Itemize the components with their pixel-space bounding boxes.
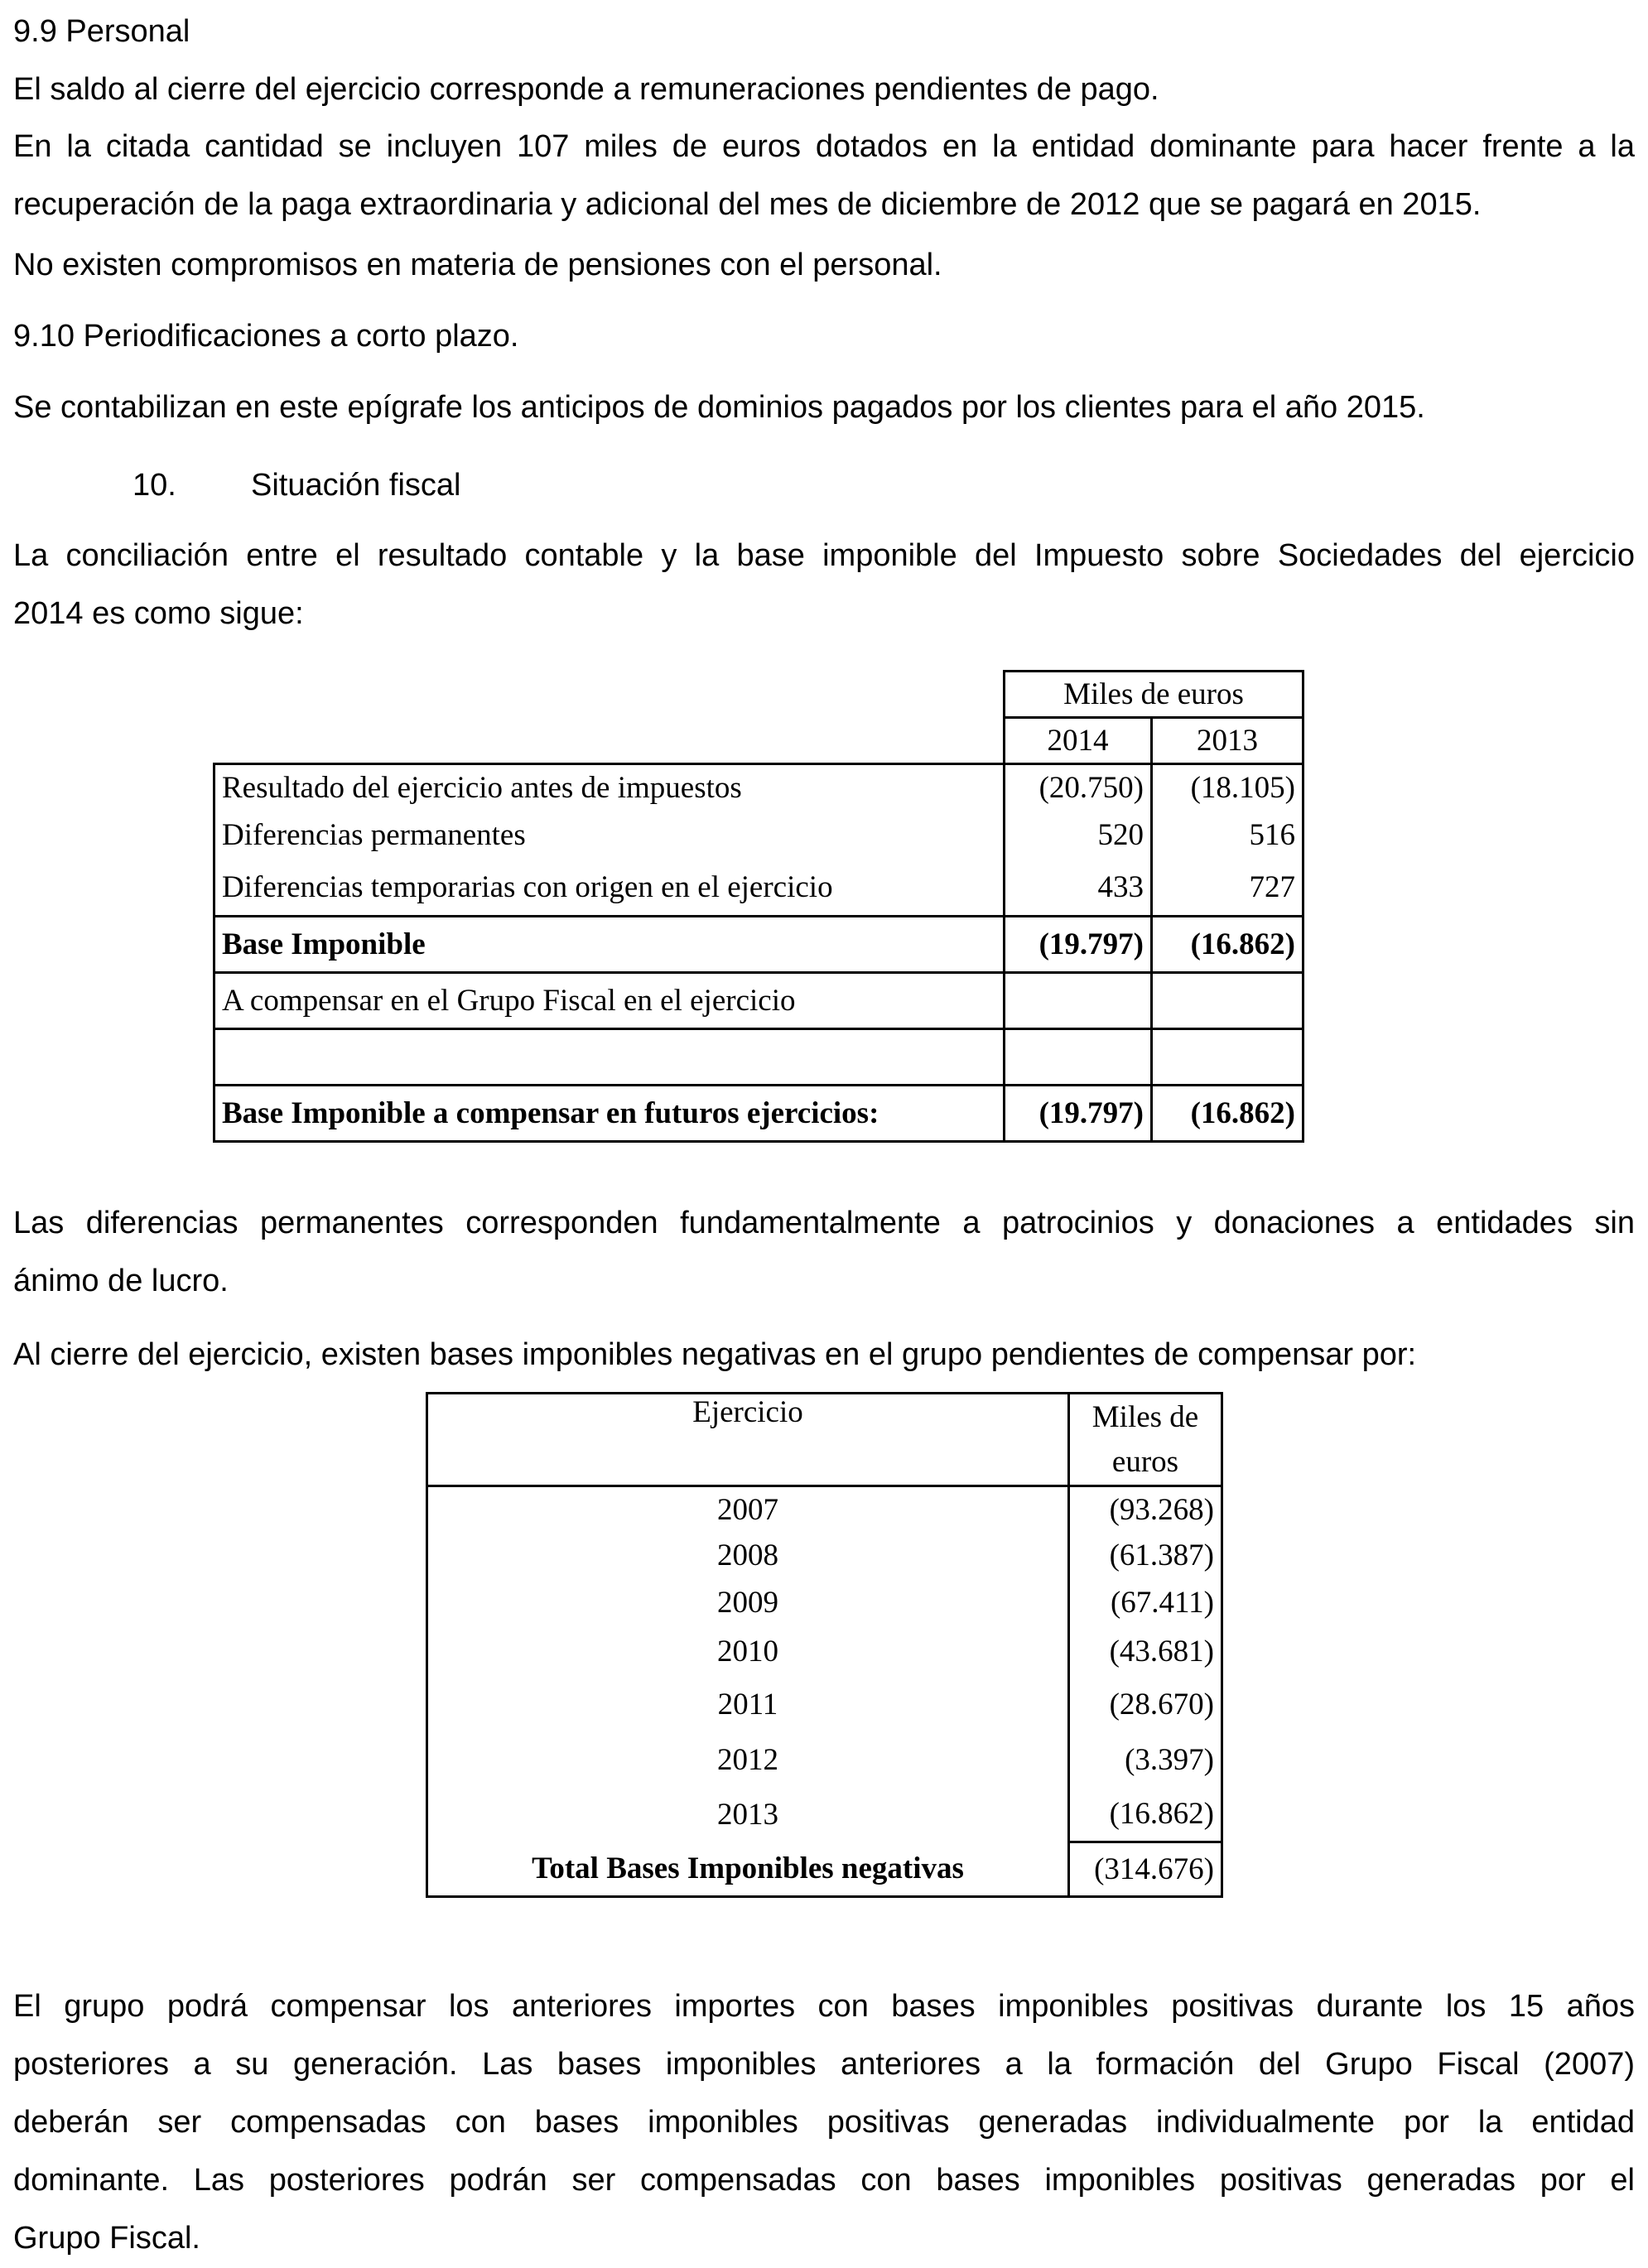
table-cell-2013: (18.105) xyxy=(1152,764,1303,811)
table-cell-2013: 727 xyxy=(1152,860,1303,917)
table-col-header: euros xyxy=(1069,1440,1222,1486)
table-cell-2014: 433 xyxy=(1005,860,1152,917)
table-cell-2013 xyxy=(1152,1029,1303,1086)
table-row xyxy=(427,1677,1222,1733)
table-row xyxy=(214,973,1303,1029)
paragraph-line: Las diferencias permanentes corresponden fundamentalmente a patrocinios y donaciones a entidades sin xyxy=(13,1206,1635,1240)
table-row xyxy=(427,1788,1222,1842)
table-cell-2014: (20.750) xyxy=(1005,764,1152,811)
table-cell-year: 2012 xyxy=(427,1733,1069,1788)
paragraph-line: dominante. Las posteriores podrán ser compensadas con bases imponibles positivas generadas por el xyxy=(13,2163,1635,2198)
table-row-label xyxy=(214,1029,1005,1086)
table-header-group: Miles de euros xyxy=(1005,672,1303,718)
negative-tax-bases-table xyxy=(426,1392,1223,1898)
table-cell-value: (16.862) xyxy=(1069,1788,1222,1842)
table-cell-2013: (16.862) xyxy=(1152,1086,1303,1142)
table-cell-2013: 516 xyxy=(1152,811,1303,860)
table-cell-empty xyxy=(214,672,1005,718)
table-cell-year: 2010 xyxy=(427,1627,1069,1677)
table-cell-2014: (19.797) xyxy=(1005,917,1152,973)
table-total-row xyxy=(427,1842,1222,1897)
table-col-header: Ejercicio xyxy=(427,1394,1069,1486)
table-cell-value: (3.397) xyxy=(1069,1733,1222,1788)
table-row xyxy=(214,1086,1303,1142)
table-cell-year: 2009 xyxy=(427,1579,1069,1627)
table-cell-value: (28.670) xyxy=(1069,1677,1222,1733)
table-cell-2013 xyxy=(1152,973,1303,1029)
table-cell-value: (43.681) xyxy=(1069,1627,1222,1677)
section-9-10-heading: 9.10 Periodificaciones a corto plazo. xyxy=(13,319,519,354)
section-9-9-heading: 9.9 Personal xyxy=(13,14,190,49)
table-row xyxy=(214,860,1303,917)
table-cell-2014: (19.797) xyxy=(1005,1086,1152,1142)
table-col-header: 2014 xyxy=(1005,718,1152,764)
paragraph-line: posteriores a su generación. Las bases imponibles anteriores a la formación del Grupo Fiscal (2007) xyxy=(13,2047,1635,2082)
paragraph-line: ánimo de lucro. xyxy=(13,1264,229,1298)
paragraph-line: En la citada cantidad se incluyen 107 miles de euros dotados en la entidad dominante para hacer frente a la xyxy=(13,129,1635,164)
table-col-header: 2013 xyxy=(1152,718,1303,764)
paragraph-line: 2014 es como sigue: xyxy=(13,596,304,631)
table-row xyxy=(427,1627,1222,1677)
table-cell-empty xyxy=(214,718,1005,764)
table-cell-value: (93.268) xyxy=(1069,1486,1222,1533)
section-9-9-paragraph-2 xyxy=(13,118,1635,234)
table-row xyxy=(214,811,1303,860)
table-col-header: Miles de xyxy=(1069,1394,1222,1440)
table-cell-2014 xyxy=(1005,973,1152,1029)
section-10-title: Situación fiscal xyxy=(251,468,461,503)
table-cell-year: 2008 xyxy=(427,1533,1069,1579)
table-row-label: Base Imponible a compensar en futuros ejercicios: xyxy=(214,1086,1005,1142)
table-row-label: Resultado del ejercicio antes de impuestos xyxy=(214,764,1005,811)
negative-bases-intro: Al cierre del ejercicio, existen bases imponibles negativas en el grupo pendientes de compensar por: xyxy=(13,1337,1417,1372)
permanent-differences-paragraph xyxy=(13,1194,1635,1310)
table-cell-value: (67.411) xyxy=(1069,1579,1222,1627)
table-row xyxy=(427,1733,1222,1788)
section-10-intro xyxy=(13,527,1635,643)
table-total-label: Total Bases Imponibles negativas xyxy=(427,1842,1069,1897)
table-cell-2013: (16.862) xyxy=(1152,917,1303,973)
table-row-label: Diferencias permanentes xyxy=(214,811,1005,860)
table-total-value: (314.676) xyxy=(1069,1842,1222,1897)
paragraph-line: Grupo Fiscal. xyxy=(13,2221,200,2256)
paragraph-line: recuperación de la paga extraordinaria y adicional del mes de diciembre de 2012 que se pagará en 2015. xyxy=(13,187,1482,222)
table-cell-2014: 520 xyxy=(1005,811,1152,860)
table-cell-2014 xyxy=(1005,1029,1152,1086)
table-row xyxy=(427,1486,1222,1533)
section-9-9-paragraph-1: El saldo al cierre del ejercicio corresponde a remuneraciones pendientes de pago. xyxy=(13,72,1159,107)
table-row xyxy=(214,1029,1303,1086)
table-row-label: Diferencias temporarias con origen en el ejercicio xyxy=(214,860,1005,917)
table-row xyxy=(427,1579,1222,1627)
section-9-10-paragraph: Se contabilizan en este epígrafe los anticipos de dominios pagados por los clientes para el año 2015. xyxy=(13,390,1425,425)
section-9-9-paragraph-3: No existen compromisos en materia de pensiones con el personal. xyxy=(13,248,942,282)
tax-reconciliation-table xyxy=(213,670,1304,1143)
paragraph-line: La conciliación entre el resultado contable y la base imponible del Impuesto sobre Sociedades del ejercicio xyxy=(13,538,1635,573)
paragraph-line: deberán ser compensadas con bases imponibles positivas generadas individualmente por la entidad xyxy=(13,2105,1635,2140)
table-row xyxy=(214,764,1303,811)
table-cell-year: 2013 xyxy=(427,1788,1069,1842)
table-cell-year: 2011 xyxy=(427,1677,1069,1733)
table-cell-value: (61.387) xyxy=(1069,1533,1222,1579)
table-cell-year: 2007 xyxy=(427,1486,1069,1533)
table-row-label: A compensar en el Grupo Fiscal en el ejercicio xyxy=(214,973,1005,1029)
section-10-number: 10. xyxy=(133,468,176,503)
table-row xyxy=(427,1533,1222,1579)
paragraph-line: El grupo podrá compensar los anteriores importes con bases imponibles positivas durante los 15 años xyxy=(13,1989,1635,2024)
final-paragraph xyxy=(13,1977,1635,2267)
table-row-label: Base Imponible xyxy=(214,917,1005,973)
table-row xyxy=(214,917,1303,973)
